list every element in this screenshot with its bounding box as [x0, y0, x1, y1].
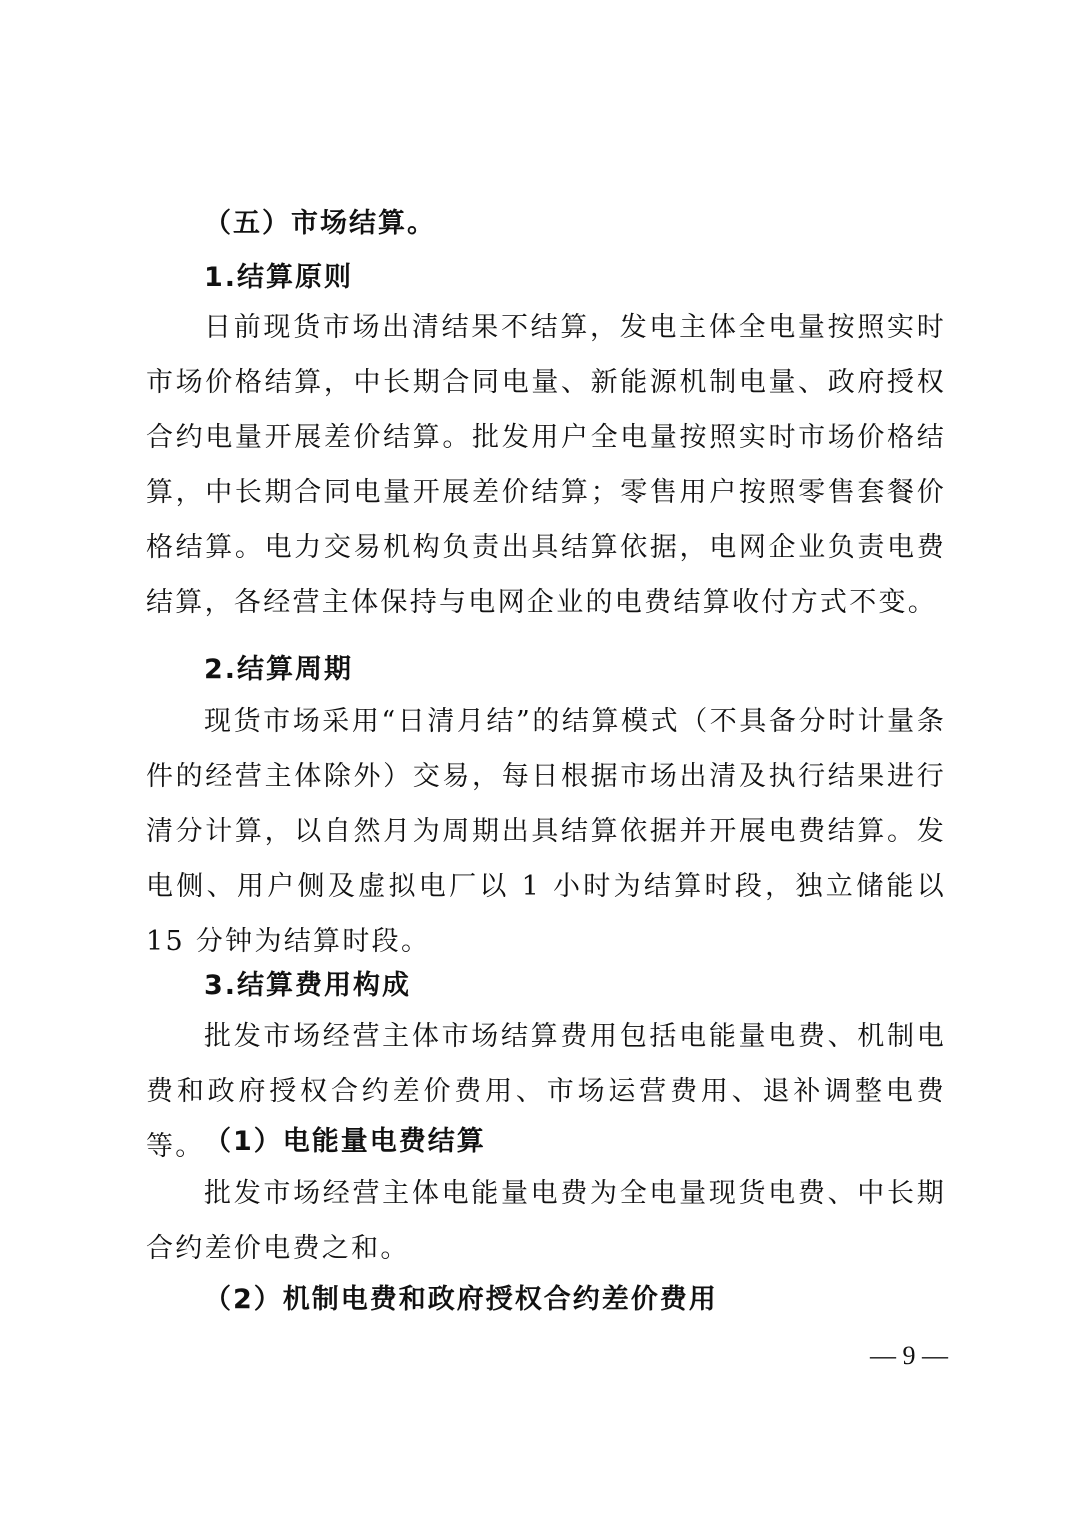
- subsection-title-fee-composition: 3.结算费用构成: [204, 970, 412, 1001]
- item-title-mechanism-fee: （2）机制电费和政府授权合约差价费用: [204, 1284, 718, 1315]
- subsection-title-settlement-principle: 1.结算原则: [204, 262, 354, 293]
- paragraph-fee-composition: 批发市场经营主体市场结算费用包括电能量电费、机制电费和政府授权合约差价费用、市场运营费用、退补调整电费等。: [146, 1021, 946, 1162]
- page-number: — 9 —: [870, 1341, 948, 1370]
- item-title-energy-fee: （1）电能量电费结算: [204, 1126, 486, 1157]
- paragraph-energy-fee: 批发市场经营主体电能量电费为全电量现货电费、中长期合约差价电费之和。: [146, 1178, 946, 1264]
- paragraph-settlement-principle: 日前现货市场出清结果不结算，发电主体全电量按照实时市场价格结算，中长期合同电量、新能源机制电量、政府授权合约电量开展差价结算。批发用户全电量按照实时市场价格结算，中长期合同电量开展差价结算；零售用户按照零售套餐价格结算。电力交易机构负责出具结算依据，电网企业负责电费结算，各经营主体保持与电网企业的电费结算收付方式不变。: [146, 312, 946, 618]
- paragraph-settlement-cycle: 现货市场采用“日清月结”的结算模式（不具备分时计量条件的经营主体除外）交易，每日根据市场出清及执行结果进行清分计算，以自然月为周期出具结算依据并开展电费结算。发电侧、用户侧及虚拟电厂以 1 小时为结算时段，独立储能以 15 分钟为结算时段。: [146, 706, 946, 957]
- subsection-title-settlement-cycle: 2.结算周期: [204, 654, 354, 685]
- section-title: （五）市场结算。: [204, 208, 436, 239]
